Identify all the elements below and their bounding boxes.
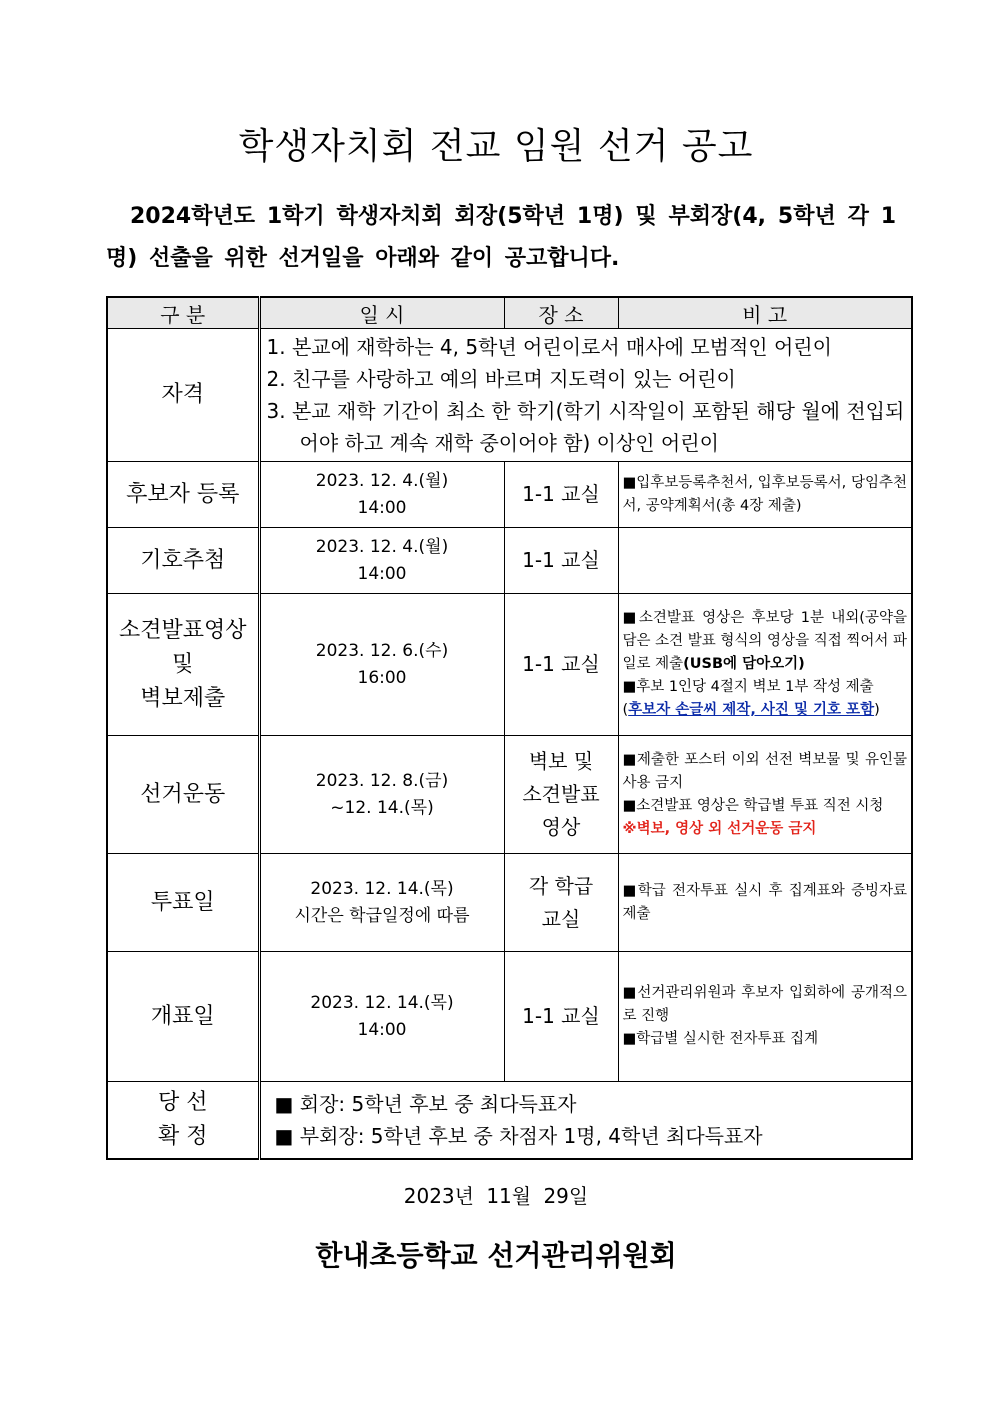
- date-line: 2023. 12. 4.(월): [315, 536, 449, 557]
- table-row-voting-day: [107, 854, 912, 952]
- time-line: 14:00: [357, 497, 407, 518]
- header-place: 장 소: [504, 297, 618, 329]
- criteria-item: ■ 회장: 5학년 후보 중 최다득표자: [274, 1092, 577, 1116]
- row-place: [504, 736, 618, 854]
- table-row-qualification: [107, 329, 912, 462]
- row-label: [107, 1082, 259, 1160]
- date-line: ~12. 14.(목): [330, 797, 434, 818]
- row-place: [504, 854, 618, 952]
- row-place: 1-1 교실: [504, 594, 618, 736]
- time-line: 14:00: [357, 563, 407, 584]
- criteria-item: ■ 부회장: 5학년 후보 중 차점자 1명, 4학년 최다득표자: [274, 1124, 763, 1148]
- place-line: 각 학급: [528, 873, 594, 898]
- place-line: 벽보 및: [528, 749, 594, 773]
- intro-paragraph: 2024학년도 1학기 학생자치회 회장(5학년 1명) 및 부회장(4, 5학년 각 1명) 선출을 위한 선거일을 아래와 같이 공고합니다.: [106, 204, 896, 271]
- qualification-item: 1. 본교에 재학하는 4, 5학년 어린이로서 매사에 모범적인 어린이: [266, 335, 832, 359]
- row-label: 투표일: [107, 854, 259, 952]
- table-row-campaign: [107, 736, 912, 854]
- time-line: 16:00: [357, 667, 407, 688]
- place-line: 소견발표: [522, 782, 600, 806]
- place-line: 교실: [541, 906, 581, 931]
- row-note: [618, 462, 912, 528]
- table-row-counting-day: [107, 952, 912, 1082]
- row-note: [618, 736, 912, 854]
- row-note: [618, 952, 912, 1082]
- place-line: 영상: [541, 815, 581, 839]
- table-header-row: [107, 297, 912, 329]
- warning-note: ※벽보, 영상 외 선거운동 금지: [622, 820, 817, 837]
- row-place: 1-1 교실: [504, 528, 618, 594]
- note-line: ■선거관리위원과 후보자 입회하에 공개적으로 진행: [622, 985, 907, 1024]
- row-label: 선거운동: [107, 736, 259, 854]
- row-label: 기호추첨: [107, 528, 259, 594]
- header-notes: 비 고: [618, 297, 912, 329]
- table-row-registration: [107, 462, 912, 528]
- date-line: 2023. 12. 14.(목): [310, 878, 454, 899]
- note-line: ■소견발표 영상은 학급별 투표 직전 시청: [622, 797, 884, 814]
- row-label: [107, 594, 259, 736]
- table-row-election-confirmation: [107, 1082, 912, 1160]
- table-row-speech-video: [107, 594, 912, 736]
- row-label: 개표일: [107, 952, 259, 1082]
- row-date: [259, 952, 504, 1082]
- qualification-item: 3. 본교 재학 기간이 최소 한 학기(학기 시작일이 포함된 해당 월에 전입되어야 하고 계속 재학 중이어야 함) 이상인 어린이: [266, 399, 905, 455]
- organization-name: 한내초등학교 선거관리위원회: [315, 1239, 677, 1272]
- date-line: 2023. 12. 8.(금): [315, 770, 449, 791]
- row-place: 1-1 교실: [504, 952, 618, 1082]
- header-datetime: 일 시: [259, 297, 504, 329]
- note-line: ■입후보등록추천서, 입후보등록서, 당임추천서, 공약계획서(총 4장 제출): [622, 474, 907, 514]
- row-date: [259, 462, 504, 528]
- row-label: 후보자 등록: [107, 462, 259, 528]
- qualification-item: 2. 친구를 사랑하고 예의 바르며 지도력이 있는 어린이: [266, 367, 736, 391]
- row-date: [259, 594, 504, 736]
- row-note: [618, 594, 912, 736]
- note-line: ■학급 전자투표 실시 후 집계표와 증빙자료 제출: [622, 882, 907, 922]
- page-title: 학생자치회 전교 임원 선거 공고: [238, 126, 754, 167]
- note-line: ■제출한 포스터 이외 선전 벽보물 및 유인물 사용 금지: [622, 751, 907, 791]
- date-line: 2023. 12. 14.(목): [310, 992, 454, 1013]
- row-date: [259, 528, 504, 594]
- row-label: 자격: [107, 329, 259, 462]
- election-criteria: [259, 1082, 912, 1160]
- label-line: 및: [172, 651, 194, 677]
- row-date: [259, 736, 504, 854]
- header-category: 구 분: [107, 297, 259, 329]
- election-schedule-table: [106, 296, 913, 1160]
- row-place: 1-1 교실: [504, 462, 618, 528]
- row-date: [259, 854, 504, 952]
- label-line: 벽보제출: [140, 685, 226, 711]
- label-line: 확 정: [158, 1124, 208, 1149]
- qualification-list: [259, 329, 912, 462]
- time-line: 14:00: [357, 1019, 407, 1040]
- note-line: ■학급별 실시한 전자투표 집계: [622, 1031, 819, 1047]
- label-line: 당 선: [158, 1090, 208, 1115]
- date-line: 2023. 12. 6.(수): [315, 640, 449, 661]
- note-line: ■소견발표 영상은 후보당 1분 내외(공약을 담은 소견 발표 형식의 영상을 직접 찍어서 파일로 제출(USB에 담아오기): [622, 610, 907, 672]
- announcement-date: 2023년 11월 29일: [403, 1184, 589, 1208]
- date-line: 2023. 12. 4.(월): [315, 470, 449, 491]
- label-line: 소견발표영상: [118, 617, 247, 643]
- time-line: 시간은 학급일정에 따름: [294, 905, 470, 926]
- row-note: [618, 854, 912, 952]
- table-row-number-draw: [107, 528, 912, 594]
- note-line: ■후보 1인당 4절지 벽보 1부 작성 제출 (후보자 손글씨 제작, 사진 및 기호 포함): [622, 679, 880, 718]
- row-note: [618, 528, 912, 594]
